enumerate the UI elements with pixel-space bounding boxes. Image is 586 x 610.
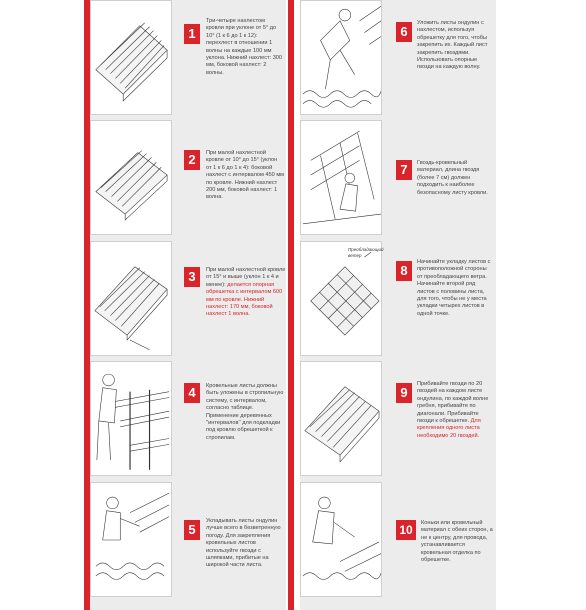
step-illustration bbox=[300, 0, 382, 115]
step-text bbox=[206, 267, 286, 319]
step-text-main: Прибивайте гвозди по 20 гвоздей на каждом листе ондулина, по каждой волне гребня, прибивайте по диагонали. Прибивайте гвозди к обрешетке. bbox=[417, 381, 489, 425]
step-illustration bbox=[90, 241, 172, 356]
step-text bbox=[417, 259, 493, 318]
step-text bbox=[206, 518, 284, 570]
step-text-main: Укладывать листы ондулин лучше всего в безветренную погоду. Для закрепления кровельных листов используйте гвозди с шляпками, прибитые на широкой части листа. bbox=[206, 518, 281, 569]
step-illustration bbox=[300, 361, 382, 476]
step-number: 1 bbox=[184, 24, 200, 44]
step-6 bbox=[300, 0, 496, 115]
right-accent-bar bbox=[288, 0, 294, 610]
step-number: 5 bbox=[184, 520, 200, 540]
step-5 bbox=[90, 482, 286, 597]
step-number: 6 bbox=[396, 22, 412, 42]
step-number: 10 bbox=[396, 520, 416, 540]
step-text-main: Три-четыре нахлестом кровли при уклоне от 5° до 10° (1 к 6 до 1 к 12): перехлест в отношении 1 волны на каждые 100 мм уклона. Нижний нахлест: 300 мм, боковой нахлест: 2 волны. bbox=[206, 18, 283, 76]
step-text-main: Коньки или кровельный материал с обеих сторон, а не к центру, для провода, устанавливается кровельная отделка по обрешетке. bbox=[421, 520, 493, 564]
step-illustration bbox=[300, 120, 382, 235]
step-illustration bbox=[90, 0, 172, 115]
step-1 bbox=[90, 0, 286, 115]
step-3 bbox=[90, 241, 286, 356]
step-text bbox=[417, 20, 493, 72]
step-illustration bbox=[90, 120, 172, 235]
step-text-main: Гвоздь-кровельный материал, длина гвоздя (более 7 см) должен подходить к наиболее безопасному листу кровли. bbox=[417, 160, 488, 196]
step-text-main: При малой нахлестной кровле от 10° до 15° (уклон от 1 к 6 до 1 к 4): боковой нахлест с интервалом 450 мм по кровле. Нижний нахлест 200 мм, боковой нахлест: 1 волна. bbox=[206, 150, 285, 201]
step-number: 8 bbox=[396, 261, 412, 281]
step-illustration bbox=[90, 361, 172, 476]
step-text bbox=[206, 150, 284, 202]
step-number: 9 bbox=[396, 383, 412, 403]
step-text bbox=[206, 18, 284, 77]
wind-callout: Преобладающий ветер bbox=[348, 247, 384, 258]
step-number: 4 bbox=[184, 383, 200, 403]
step-illustration bbox=[300, 241, 382, 356]
step-text-main: Кровельные листы должны быть уложены в стропильную систему, с интервалом, согласно таблице. Применение деревянных ''интервалов'' для подкладки под кровлю обрешеткой к стропилам. bbox=[206, 383, 284, 441]
step-number: 7 bbox=[396, 160, 412, 180]
step-illustration bbox=[90, 482, 172, 597]
step-text-main: Начинайте укладку листов с противоположной стороны от преобладающего ветра. Начинайте второй ряд листов с половины листа, для того, чтобы не у места укладки четырех листов в одной точке. bbox=[417, 259, 491, 317]
step-text bbox=[206, 383, 284, 442]
step-text bbox=[417, 381, 493, 440]
step-text-highlight: Для крепления одного листа необходимо 20 гвоздей. bbox=[417, 418, 481, 439]
step-10 bbox=[300, 482, 496, 597]
step-text-main: Уложить листы ондулин с нахлестом, используя обрешетку для того, чтобы закрепить их. Каждый лист закрепить гвоздями. Использовать опорные гвозди на каждую волну. bbox=[417, 20, 488, 71]
step-text bbox=[421, 520, 493, 564]
step-8 bbox=[300, 241, 496, 356]
step-9 bbox=[300, 361, 496, 476]
step-illustration bbox=[300, 482, 382, 597]
step-text-highlight: делается опорная обрешетка с интервалом 600 мм по кровле. Нижний нахлест: 170 мм, боковой нахлест 1 волна. bbox=[206, 281, 283, 318]
step-text bbox=[417, 160, 493, 197]
step-7 bbox=[300, 120, 496, 235]
step-number: 3 bbox=[184, 267, 200, 287]
step-text-main: При малой нахлестной кровле от 15° и выше (уклон 1 к 4 и менее): bbox=[206, 267, 286, 288]
step-2 bbox=[90, 120, 286, 235]
step-4 bbox=[90, 361, 286, 476]
step-number: 2 bbox=[184, 150, 200, 170]
